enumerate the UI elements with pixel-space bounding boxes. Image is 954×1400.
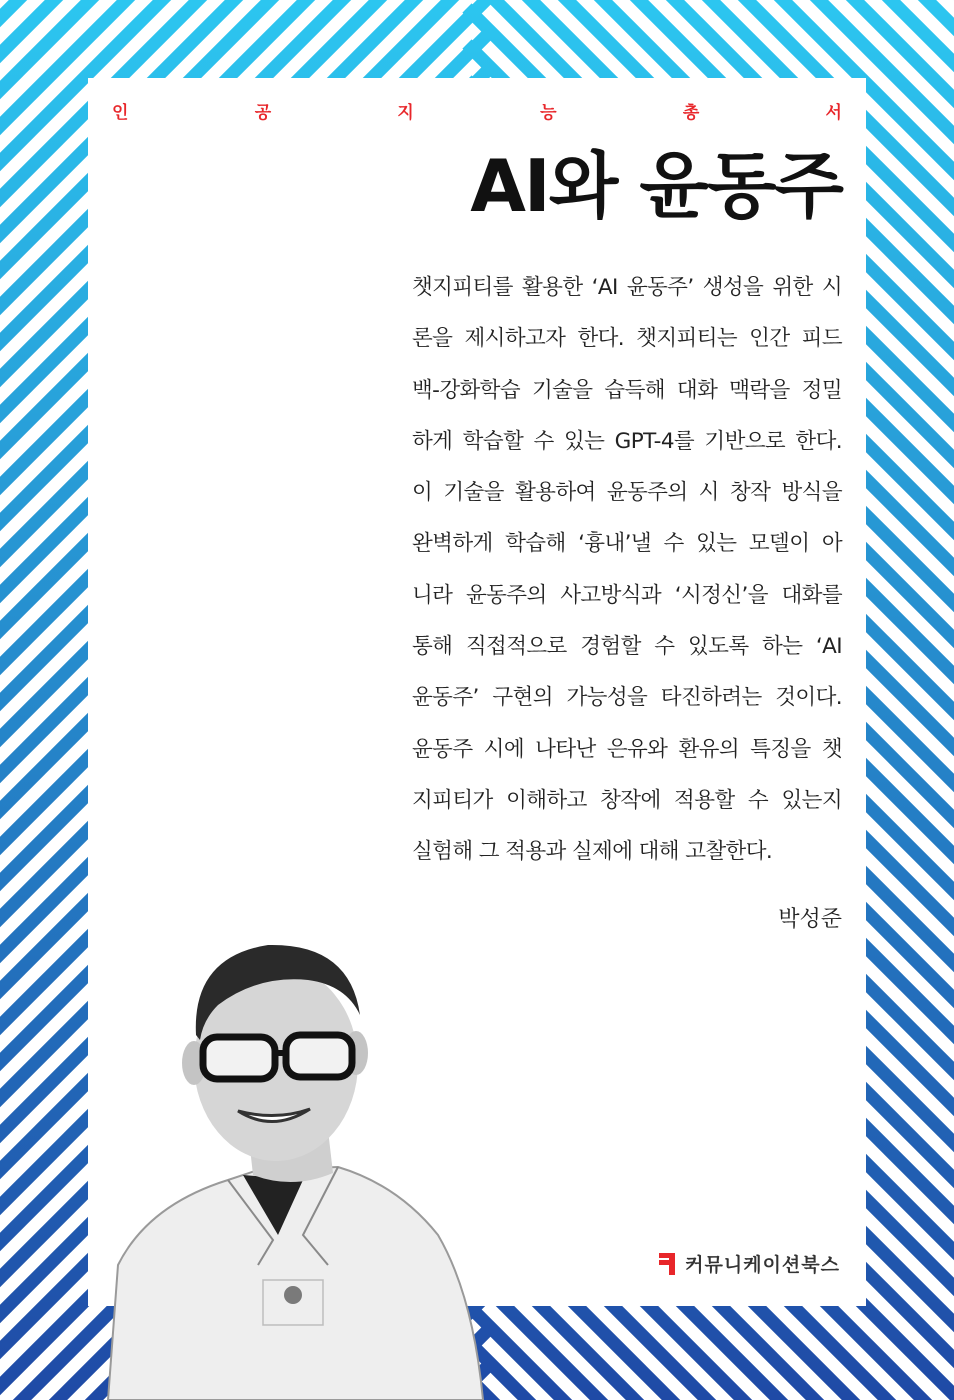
description-line: 하게 학습할 수 있는 GPT-4를 기반으로 한다. [412,428,842,454]
description-line: 니라 윤동주의 사고방식과 ‘시정신’을 대화를 [412,582,842,608]
series-char: 지 [397,103,414,123]
author-name: 박성준 [778,907,842,932]
description-line: 백-강화학습 기술을 습득해 대화 맥락을 정밀 [412,377,842,403]
series-char: 공 [254,103,272,123]
description-line: 윤동주 시에 나타난 은유와 환유의 특징을 챗 [412,736,842,762]
description-line: 이 기술을 활용하여 윤동주의 시 창작 방식을 [412,480,842,506]
series-char: 능 [540,103,557,123]
description-line: 지피티가 이해하고 창작에 적용할 수 있는지 [412,787,842,813]
book-title: AI와 윤동주 [470,144,842,228]
book-description [412,262,842,878]
series-label [112,98,842,128]
description-line: 실험해 그 적용과 실제에 대해 고찰한다. [412,839,773,865]
description-line: 통해 직접적으로 경험할 수 있도록 하는 ‘AI [412,634,842,660]
description-line: 챗지피티를 활용한 ‘AI 윤동주’ 생성을 위한 시 [412,275,842,300]
description-line: 완벽하게 학습해 ‘흉내’낼 수 있는 모델이 아 [412,531,842,557]
publisher-logo-icon [657,1251,679,1277]
publisher-name: 커뮤니케이션북스 [685,1254,840,1276]
description-line: 윤동주’ 구현의 가능성을 타진하려는 것이다. [412,685,842,711]
series-char: 총 [682,103,700,123]
publisher-logo [657,1250,840,1277]
description-line: 론을 제시하고자 한다. 챗지피티는 인간 피드 [412,326,842,352]
author-photo [88,935,508,1400]
series-char: 인 [112,103,129,123]
series-char: 서 [825,103,842,123]
